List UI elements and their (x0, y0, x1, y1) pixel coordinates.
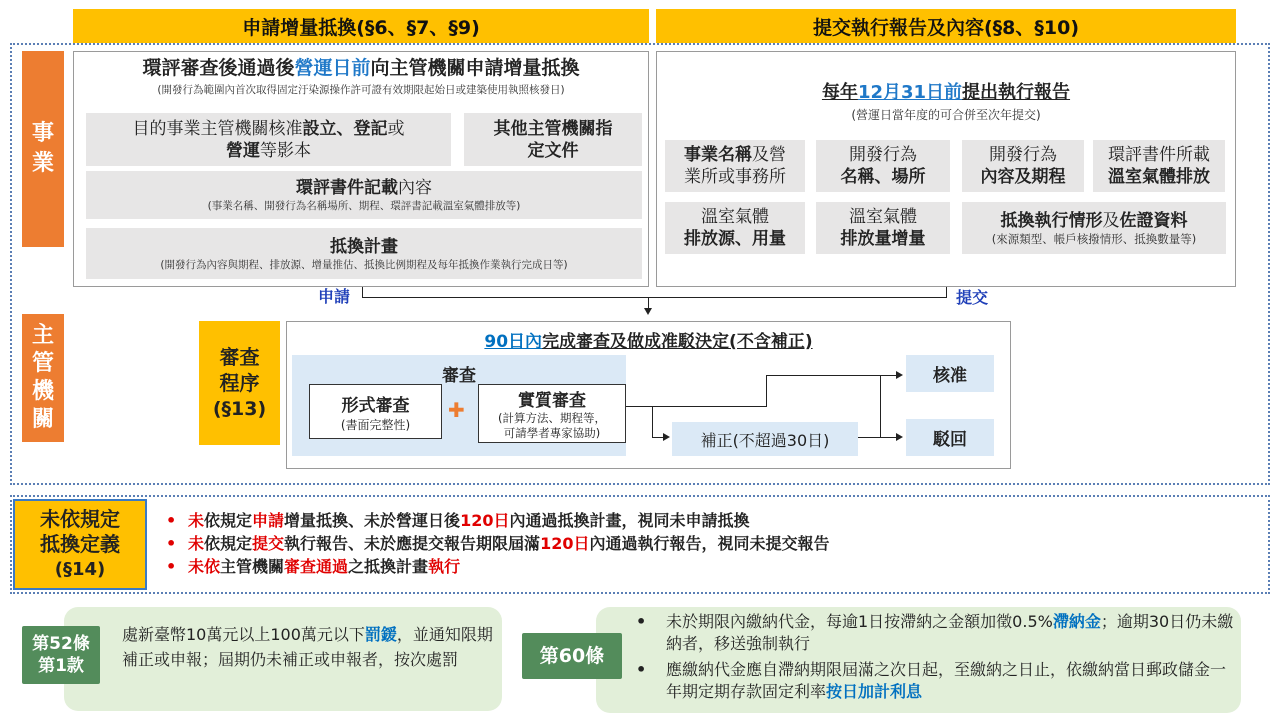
apply-subtitle: (開發行為範圍內首次取得固定汙染源操作許可證有效期限起始日或建築使用執照核發日) (157, 84, 565, 96)
text-highlight: 滯納金 (1052, 612, 1101, 631)
definition-item (160, 532, 1260, 555)
connector-submit-label: 提交 (956, 288, 989, 307)
header-report (656, 9, 1236, 43)
connector-left-down (362, 287, 363, 297)
text-red: 審查通過 (284, 557, 349, 576)
supplement-box: 補正(不超過30日) (672, 422, 858, 456)
definition-tag-line: 未依規定 (40, 507, 120, 531)
text-bold: 營運 (226, 140, 260, 161)
penalty-52-text (122, 622, 496, 672)
arrow-right-icon (896, 371, 903, 379)
arrow-right-icon (663, 433, 670, 441)
review-tag-line: 審查 (219, 345, 260, 369)
review-title-highlight: 90日內 (484, 332, 543, 352)
side-authority-char: 關 (31, 407, 54, 432)
box-offset-plan (86, 228, 642, 279)
text-bold: 主管機關 (220, 557, 285, 576)
box-offset-plan-title: 抵換計畫 (330, 236, 398, 257)
report-subtitle: (營運日當年度的可合併至次年提交) (851, 108, 1041, 122)
text-red: 120日 (460, 511, 510, 530)
formal-review-box (309, 384, 442, 439)
connector-horizontal (362, 297, 947, 298)
side-enterprise-char: 事 (31, 121, 54, 146)
approve-box: 核准 (906, 355, 994, 392)
item-line: 開發行為 (849, 145, 917, 165)
text-red: 執行 (428, 557, 461, 576)
definition-tag (13, 499, 147, 590)
penalty-60-tag-label: 第60條 (539, 645, 605, 667)
text-red: 120日 (540, 534, 590, 553)
text-bold: 依規定 (204, 511, 253, 530)
text-part: ；逾期30日仍未繳納者，移送強制執行 (666, 612, 1234, 653)
arrow-right-icon (896, 433, 903, 441)
item-line: 開發行為 (989, 145, 1057, 165)
box-approval-line2 (226, 140, 311, 162)
flow-line-down (652, 406, 653, 438)
text-bold: 之抵換計畫 (348, 557, 429, 576)
text-part: 目的事業主管機關核准 (132, 118, 303, 139)
definition-tag-line: 抵換定義 (40, 532, 120, 556)
definition-tag-line: (§14) (54, 559, 106, 580)
text-part: 處新臺幣10萬元以上100萬元以下 (122, 625, 365, 644)
substantive-review-note: (計算方法、期程等， (498, 411, 606, 425)
flow-line-supplement-out (858, 437, 898, 438)
apply-title-part: 環評審查後通過後 (142, 57, 295, 79)
side-label-enterprise (22, 51, 64, 247)
text-bold: 依規定 (204, 534, 253, 553)
text-red: 未 (188, 534, 205, 553)
review-group-label: 審查 (442, 366, 476, 386)
connector-apply-label: 申請 (318, 287, 351, 306)
text-bold: 抵換執行情形 (1000, 211, 1103, 231)
side-authority-char: 管 (31, 351, 54, 376)
text-bold: 內通過抵換計畫，視同未申請抵換 (509, 511, 750, 530)
definition-item (160, 509, 1260, 532)
item-line: 環評書件所載 (1108, 145, 1210, 165)
text-highlight: 按日加計利息 (826, 682, 923, 701)
report-title (656, 81, 1236, 105)
text-part: 內容 (398, 178, 432, 198)
penalty-60-item (630, 611, 1236, 655)
item-offset-evidence (962, 202, 1226, 254)
item-line: 名稱、場所 (840, 167, 926, 187)
item-line: 排放量增量 (840, 229, 926, 249)
report-title-highlight: 12月31日前 (857, 82, 963, 103)
box-other-docs-line: 其他主管機關指 (493, 118, 613, 139)
substantive-review-title: 實質審查 (518, 391, 586, 411)
text-part: 未於期限內繳納代金，每逾1日按滯納之金額加徵0.5% (666, 612, 1053, 631)
item-note: (來源類型、帳戶核撥情形、抵換數量等) (991, 232, 1197, 246)
penalty-52-tag-line: 第1款 (38, 656, 84, 676)
item-development-content (962, 140, 1084, 192)
item-emission-source (665, 202, 805, 254)
reject-box: 駁回 (906, 419, 994, 456)
text-red: 申請 (252, 511, 285, 530)
penalty-60-list (630, 611, 1236, 703)
box-approval-line1 (133, 118, 405, 140)
box-approval-copy (86, 113, 451, 166)
text-part: 及 (1102, 211, 1120, 231)
text-bold: 事業名稱 (684, 145, 752, 165)
formal-review-note: (書面完整性) (340, 417, 411, 432)
box-other-docs-line: 定文件 (527, 140, 579, 161)
box-offset-plan-note: (開發行為內容與期程、排放源、增量推估、抵換比例期程及每年抵換作業執行完成日等) (160, 258, 568, 271)
apply-title (73, 55, 649, 81)
box-other-docs (464, 113, 642, 166)
review-tag-line: (§13) (212, 398, 267, 420)
header-apply-label: 申請增量抵換(§6、§7、§9) (242, 16, 480, 39)
definition-list (160, 509, 1260, 578)
definition-item (160, 555, 1260, 578)
item-emission-increase (816, 202, 950, 254)
text-bold: 內通過執行報告，視同未提交報告 (589, 534, 830, 553)
flow-line-to-approve-h1 (652, 406, 767, 407)
item-line: 溫室氣體排放 (1108, 167, 1210, 187)
substantive-review-box (478, 384, 626, 443)
report-title-part: 提出執行報告 (962, 82, 1071, 103)
penalty-52-tag (22, 626, 100, 684)
review-procedure-tag (199, 321, 280, 445)
item-line: 溫室氣體 (701, 207, 769, 227)
apply-title-highlight: 營運日前 (294, 57, 371, 79)
text-bold: 佐證資料 (1119, 211, 1188, 231)
text-part: ，並通知限期補正或申報；屆期仍未補正或申報者，按次處罰 (122, 625, 493, 669)
text-bold: 執行報告、未於應提交報告期限屆滿 (284, 534, 541, 553)
text-red: 未依 (188, 557, 221, 576)
review-title (286, 327, 1011, 352)
side-authority-char: 主 (31, 323, 54, 348)
formal-review-title: 形式審查 (341, 395, 410, 416)
text-highlight: 罰鍰 (364, 625, 397, 644)
side-authority-char: 機 (31, 379, 54, 404)
text-bold: 設立、登記 (302, 118, 388, 139)
text-bold: 增量抵換、未於營運日後 (284, 511, 461, 530)
item-line: 內容及期程 (980, 167, 1066, 187)
text-part: 及營 (752, 145, 786, 165)
item-line (1001, 210, 1188, 232)
item-line: 排放源、用量 (684, 229, 786, 249)
item-line: 業所或事務所 (684, 167, 786, 187)
item-enterprise-name (665, 140, 805, 192)
text-red: 未 (188, 511, 205, 530)
box-eia-note: (事業名稱、開發行為名稱場所、期程、環評書記載溫室氣體排放等) (207, 200, 521, 212)
item-development-name (816, 140, 950, 192)
item-eia-emission (1093, 140, 1225, 192)
side-label-authority (22, 314, 64, 442)
review-tag-line: 程序 (219, 371, 260, 395)
plus-icon: ✚ (448, 398, 465, 422)
substantive-review-note: 可請學者專家協助) (503, 426, 601, 440)
flow-line-to-approve-v (766, 375, 767, 407)
header-apply (73, 9, 649, 43)
penalty-52-tag-line: 第52條 (32, 634, 90, 654)
text-bold: 環評書件記載 (296, 178, 398, 198)
report-title-part: 每年 (821, 82, 858, 103)
penalty-60-tag (522, 633, 622, 679)
box-eia-content (86, 171, 642, 219)
flow-line-to-approve-h2 (766, 375, 898, 376)
header-report-label: 提交執行報告及內容(§8、§10) (812, 16, 1080, 39)
arrow-down-icon (644, 308, 652, 315)
connector-right-down (946, 287, 947, 297)
review-title-part: 完成審查及做成准駁決定(不含補正) (542, 332, 813, 352)
item-line: 溫室氣體 (849, 207, 917, 227)
box-eia-title (296, 177, 432, 199)
side-enterprise-char: 業 (31, 151, 54, 176)
apply-title-part: 向主管機關申請增量抵換 (370, 57, 580, 79)
text-part: 等影本 (260, 140, 311, 161)
penalty-60-item (630, 659, 1236, 703)
flow-line-out (626, 406, 652, 407)
text-part: 或 (387, 118, 405, 139)
text-part: 應繳納代金應自滯納期限屆滿之次日起，至繳納之日止，依繳納當日郵政儲金一年期定期存款固定利率 (666, 660, 1227, 701)
item-line (684, 144, 786, 166)
flow-line-supplement-up (880, 375, 881, 438)
text-red: 提交 (252, 534, 285, 553)
